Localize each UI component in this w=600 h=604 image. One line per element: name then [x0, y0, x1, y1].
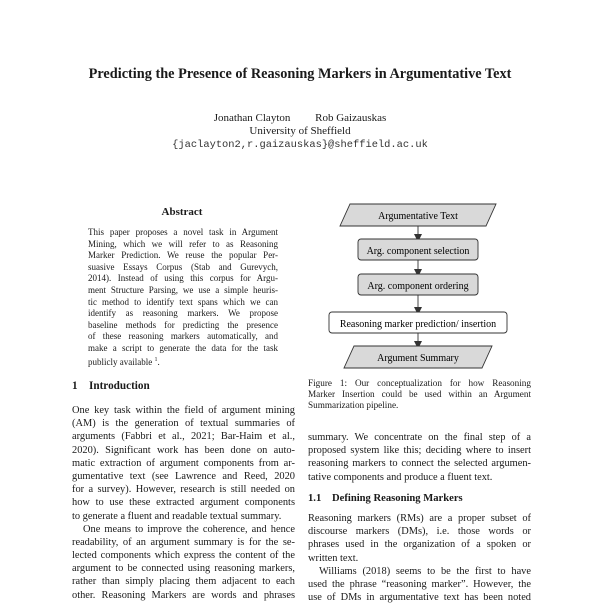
- affiliation: University of Sheffield: [249, 125, 351, 137]
- abstract-line: tic method to identify text spans which we can: [88, 296, 278, 307]
- body-line: lected components which express the content of the: [72, 550, 295, 562]
- abstract-line: identify as reasoning markers. We propose: [88, 308, 278, 319]
- body-line: for a survey). However, research is still needed on: [72, 484, 295, 496]
- paper-title: Predicting the Presence of Reasoning Markers in Argumentative Text: [88, 66, 512, 82]
- abstract-line: baseline methods for predicting the presence: [88, 319, 278, 330]
- section-heading: [72, 380, 150, 392]
- author-name: Rob Gaizauskas: [315, 112, 387, 124]
- footnote-mark[interactable]: 1: [154, 356, 158, 363]
- body-line: discourse markers (DMs), i.e. those words or: [308, 526, 531, 538]
- caption-line: Marker Insertion could be used within an Argument: [308, 389, 531, 400]
- section-number: 1: [72, 380, 78, 392]
- body-line: arguments (Fabbri et al., 2021; Bar-Haim et al.,: [72, 431, 295, 443]
- introduction-body: [72, 404, 295, 602]
- body-line: other. Reasoning Markers are words and phrases: [72, 589, 295, 601]
- body-line: matic extraction of argument components from ar-: [72, 457, 295, 469]
- node-label: Arg. component ordering: [367, 281, 469, 292]
- body-line: used the phrase “reasoning marker”. However, the: [308, 578, 531, 590]
- author-name: Jonathan Clayton: [213, 112, 291, 124]
- author-emails: {jaclayton2,r.gaizauskas}@sheffield.ac.uk: [172, 139, 428, 151]
- body-line: written text.: [308, 552, 359, 564]
- body-line: how to use these extracted argument components: [72, 497, 295, 509]
- caption-line: Figure 1: Our conceptualization for how Reasoning: [308, 378, 531, 388]
- body-line: use of DMs in argumentative text has been noted: [308, 592, 531, 604]
- abstract-line: publicly available: [88, 356, 153, 367]
- author-list: [0, 112, 600, 124]
- body-line: rather than simply placing them adjacent to each: [72, 576, 295, 588]
- abstract-last-line: publicly available $^1$.: [88, 356, 160, 367]
- abstract-line: This paper proposes a novel task in Argument: [88, 227, 278, 237]
- abstract-body: [88, 227, 278, 366]
- body-line: proposed system like this; deciding where to insert: [308, 445, 531, 457]
- abstract-heading: Abstract: [161, 206, 203, 218]
- body-line: Williams (2018) seems to be the first to have: [319, 565, 531, 577]
- abstract-line: 2014). Instead of using this corpus for Argu-: [88, 273, 278, 284]
- body-line: phrases used in the organization of a spoken or: [308, 539, 531, 551]
- body-line: summary. We concentrate on the final step of a: [308, 432, 531, 443]
- right-column-body: [308, 431, 531, 484]
- caption-line: Summarization pipeline.: [308, 400, 399, 411]
- body-line: gumentative text (see Lawrence and Reed, 2020: [72, 470, 295, 482]
- abstract-line: Mining, which we will refer to as Reasoning: [88, 238, 278, 249]
- body-line: 2020). Significant work has been done on auto-: [72, 444, 295, 456]
- body-line: tative components and produce a fluent text.: [308, 471, 493, 483]
- subsection-title: Defining Reasoning Markers: [332, 493, 463, 504]
- node-label: Argumentative Text: [378, 211, 458, 222]
- node-label: Reasoning marker prediction/ insertion: [339, 319, 497, 330]
- section-title: Introduction: [89, 380, 150, 392]
- subsection-body: [308, 512, 531, 604]
- body-line: readability, of an argument summary is for the se-: [72, 536, 295, 548]
- abstract-line: of these reasoning markers automatically, and: [88, 331, 278, 342]
- body-line: Reasoning markers (RMs) are a proper subset of: [308, 513, 531, 524]
- pipeline-figure: [300, 196, 540, 376]
- subsection-heading: [308, 493, 463, 504]
- node-label: Arg. component selection: [366, 246, 470, 257]
- figure-caption: [308, 378, 531, 412]
- body-line: to generate a fluent and readable textual summary.: [72, 510, 282, 522]
- abstract-line: suasive Essays Corpus (Stab and Gurevych,: [88, 261, 278, 272]
- body-line: One key task within the field of argument mining: [72, 405, 295, 416]
- body-line: argument to be connected using reasoning markers,: [72, 563, 295, 575]
- body-line: (AM) is the generation of textual summaries of: [72, 418, 295, 430]
- abstract-line: Marker Prediction. We reuse the popular Per-: [88, 250, 278, 261]
- abstract-line: ment Structure Parsing, we use a simple heuris-: [88, 284, 278, 295]
- abstract-line: make a script to generate the data for the task: [88, 342, 278, 353]
- subsection-number: 1.1: [308, 493, 322, 504]
- body-line: One means to improve the coherence, and hence: [83, 523, 295, 535]
- node-label: Argument Summary: [377, 353, 459, 364]
- body-line: reasoning markers to connect the selected argumen-: [308, 458, 531, 470]
